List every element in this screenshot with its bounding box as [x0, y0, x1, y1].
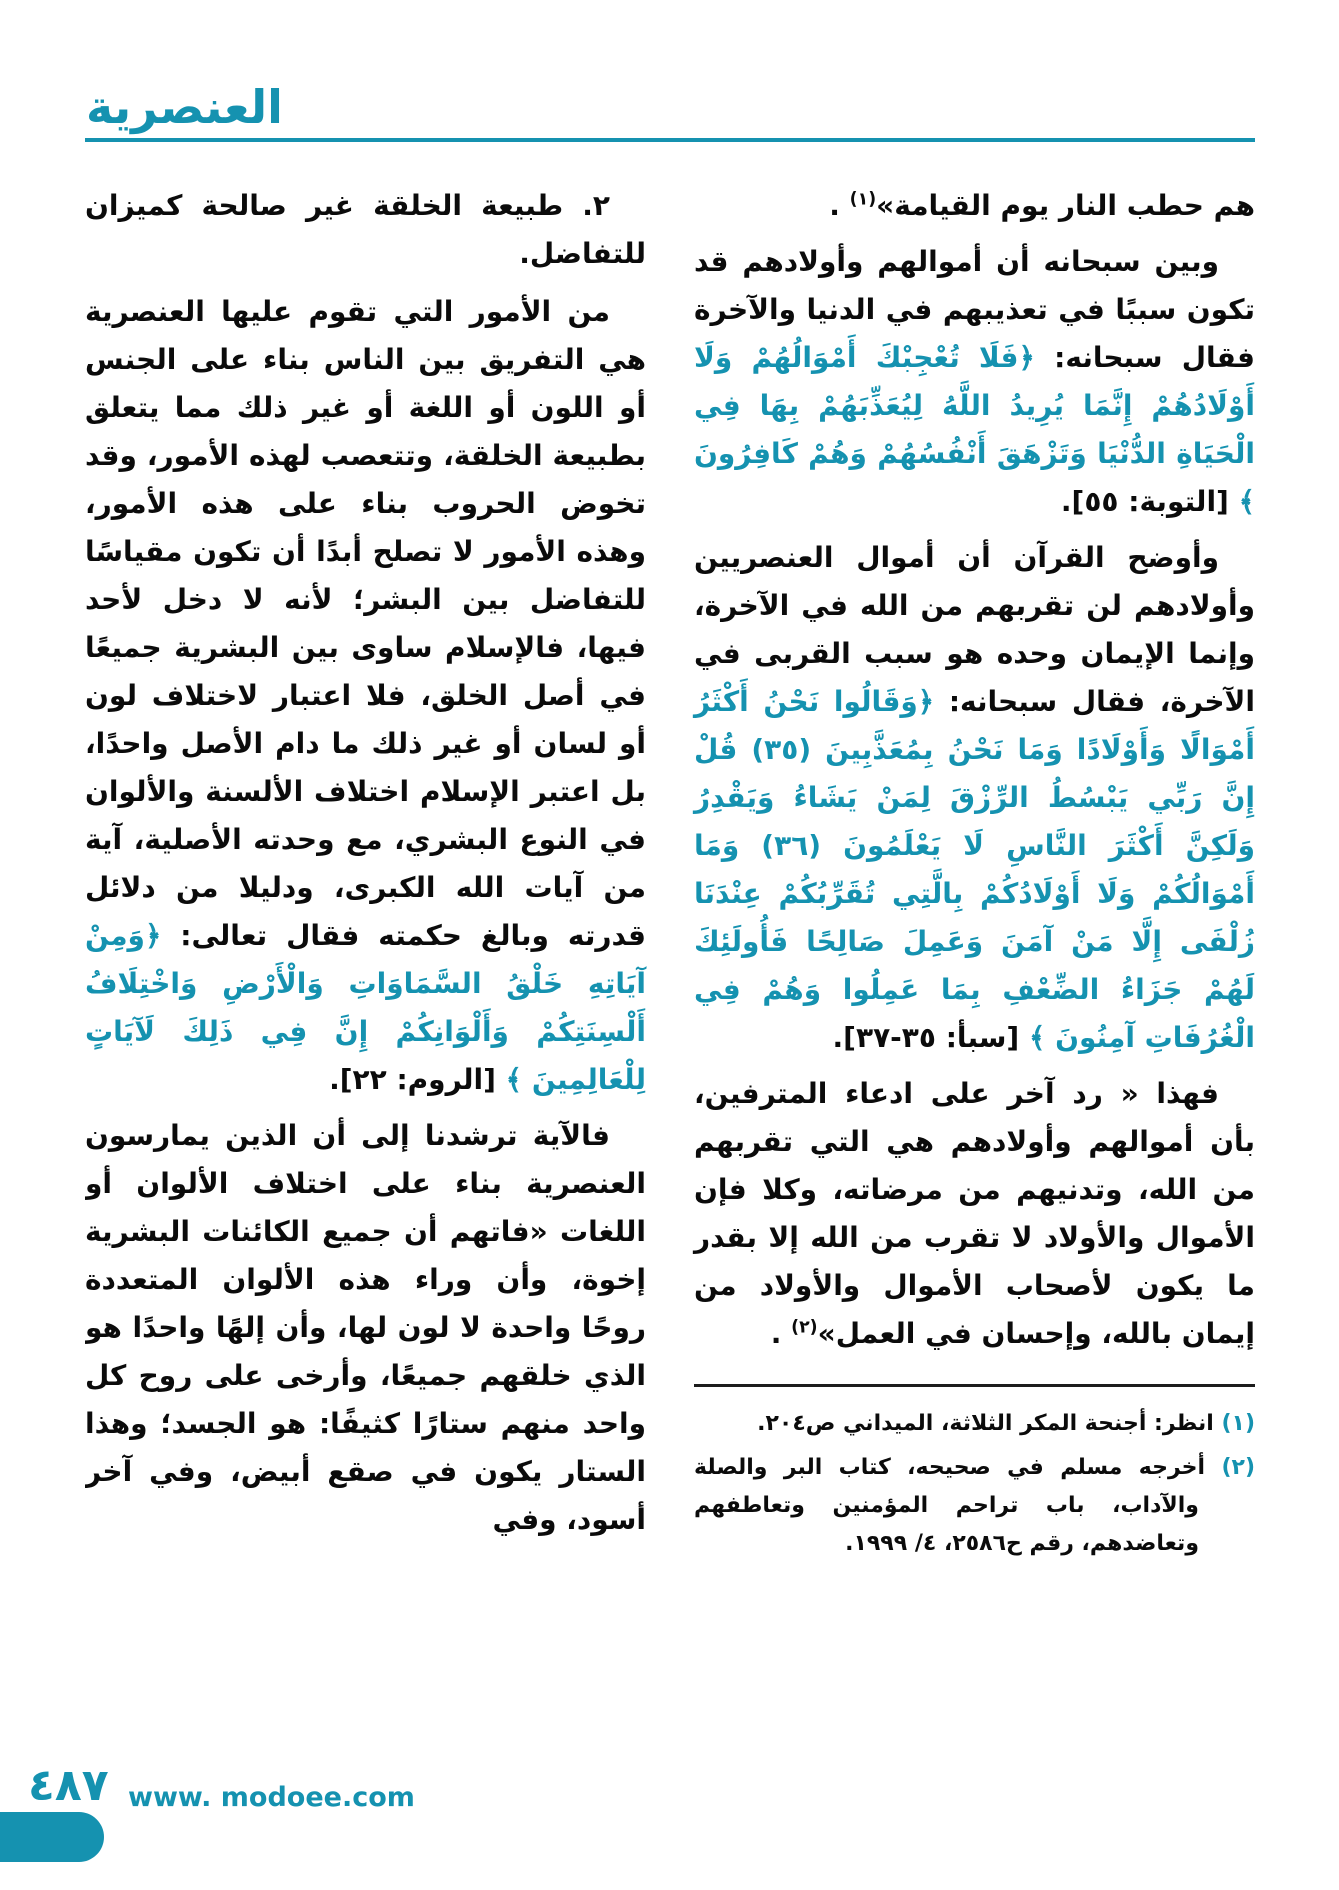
book-logo: العنصرية [86, 80, 283, 134]
page-number: ٤٨٧ [28, 1760, 109, 1811]
section-heading: ٢. طبيعة الخلقة غير صالحة كميزان للتفاضل. [85, 189, 646, 270]
body-text: من الأمور التي تقوم عليها العنصرية هي التفريق بين الناس بناء على الجنس أو اللون أو اللغة أو غير ذلك مما يتعلق بطبيعة الخلقة، وتتعصب لهذه الأمور، وقد تخوض الحروب بناء على هذه الأمور، وهذه الأمور لا تصلح أبدًا أن تكون مقياسًا للتفاضل بين البشر؛ لأنه لا دخل لأحد فيها، فالإسلام ساوى بين البشرية جميعًا في أصل الخلق، فلا اعتبار لاختلاف لون أو لسان أو غير ذلك ما دام الأصل واحدًا، بل اعتبر الإسلام اختلاف الألسنة والألوان في النوع البشري، مع وحدته الأصلية، آية من آيات الله الكبرى، ودليلا من دلائل قدرته وبالغ حكمته فقال تعالى: [85, 295, 646, 952]
body-text: . [829, 189, 850, 222]
body-text: فهذا « رد آخر على ادعاء المترفين، بأن أموالهم وأولادهم هي التي تقربهم من الله، وتدنيهم من مرضاته، وكلا فإن الأموال والأولاد لا تقرب من الله إلا بقدر ما يكون لأصحاب الأموال والأولاد من إيمان بالله، وإحسان في العمل» [694, 1077, 1255, 1350]
footnote-marker: (٢) [1221, 1455, 1255, 1480]
quran-verse: ﴿وَمِنْ آيَاتِهِ خَلْقُ السَّمَاوَاتِ وَالْأَرْضِ وَاخْتِلَافُ أَلْسِنَتِكُمْ وَأَلْوَانِكُمْ إِنَّ فِي ذَلِكَ لَآيَاتٍ لِلْعَالِمِينَ ﴾ [85, 919, 646, 1096]
quran-verse: ﴿وَقَالُوا نَحْنُ أَكْثَرُ أَمْوَالًا وَأَوْلَادًا وَمَا نَحْنُ بِمُعَذَّبِينَ (٣٥) قُلْ إِنَّ رَبِّي يَبْسُطُ الرِّزْقَ لِمَنْ يَشَاءُ وَيَقْدِرُ وَلَكِنَّ أَكْثَرَ النَّاسِ لَا يَعْلَمُونَ (٣٦) وَمَا أَمْوَالُكُمْ وَلَا أَوْلَادُكُمْ بِالَّتِي تُقَرِّبُكُمْ عِنْدَنَا زُلْفَى إِلَّا مَنْ آمَنَ وَعَمِلَ صَالِحًا فَأُولَئِكَ لَهُمْ جَزَاءُ الضِّعْفِ بِمَا عَمِلُوا وَهُمْ فِي الْغُرُفَاتِ آمِنُونَ ﴾ [694, 685, 1255, 1054]
paragraph [85, 1112, 646, 1544]
footnote-ref-1: (١) [849, 189, 877, 210]
footnote-item [694, 1449, 1255, 1563]
verse-reference: [التوبة: ٥٥]. [1060, 485, 1239, 518]
verse-reference: [الروم: ٢٢]. [329, 1063, 506, 1096]
paragraph [694, 1070, 1255, 1358]
body-text: . [770, 1317, 792, 1350]
paragraph [694, 534, 1255, 1062]
footnote-marker: (١) [1221, 1411, 1255, 1436]
body-text: فالآية ترشدنا إلى أن الذين يمارسون العنصرية بناء على اختلاف الألوان أو اللغات «فاتهم أن جميع الكائنات البشرية إخوة، وأن وراء هذه الألوان المتعددة روحًا واحدة لا لون لها، وأن إلهًا واحدًا هو الذي خلقهم جميعًا، وأرخى على روح كل واحد منهم ستارًا كثيفًا: هو الجسد؛ وهذا الستار يكون في صقع أبيض، وفي آخر أسود، وفي [85, 1119, 646, 1536]
footnote-text: أخرجه مسلم في صحيحه، كتاب البر والصلة والآداب، باب تراحم المؤمنين وتعاطفهم وتعاضدهم، رقم ح٢٥٨٦، ٤/ ١٩٩٩. [694, 1455, 1206, 1556]
website-link: www. modoee.com [128, 1782, 415, 1813]
body-text: وبين سبحانه أن أموالهم وأولادهم قد تكون سببًا في تعذيبهم في الدنيا والآخرة فقال سبحانه: [694, 245, 1255, 374]
paragraph [85, 288, 646, 1104]
column-left [85, 182, 646, 1790]
paragraph-quote-continuation [694, 182, 1255, 230]
corner-tab [0, 1812, 104, 1862]
column-right [694, 182, 1255, 1790]
footnote-item [694, 1405, 1255, 1443]
body-text: هم حطب النار يوم القيامة» [876, 189, 1255, 222]
page-content [85, 182, 1255, 1790]
header-rule [85, 138, 1255, 142]
footnote-text: انظر: أجنحة المكر الثلاثة، الميداني ص٢٠٤. [757, 1411, 1214, 1436]
footnote-ref-2: (٢) [791, 1317, 818, 1338]
paragraph [694, 238, 1255, 526]
verse-reference: [سبأ: ٣٥-٣٧]. [832, 1021, 1029, 1054]
footnotes-block [694, 1384, 1255, 1563]
body-text: وأوضح القرآن أن أموال العنصريين وأولادهم لن تقربهم من الله في الآخرة، وإنما الإيمان وحده هو سبب القربى في الآخرة، فقال سبحانه: [694, 541, 1255, 718]
quran-verse: ﴿فَلَا تُعْجِبْكَ أَمْوَالُهُمْ وَلَا أَوْلَادُهُمْ إِنَّمَا يُرِيدُ اللَّهُ لِيُعَذِّبَهُمْ بِهَا فِي الْحَيَاةِ الدُّنْيَا وَتَزْهَقَ أَنْفُسُهُمْ وَهُمْ كَافِرُونَ ﴾ [694, 341, 1255, 518]
